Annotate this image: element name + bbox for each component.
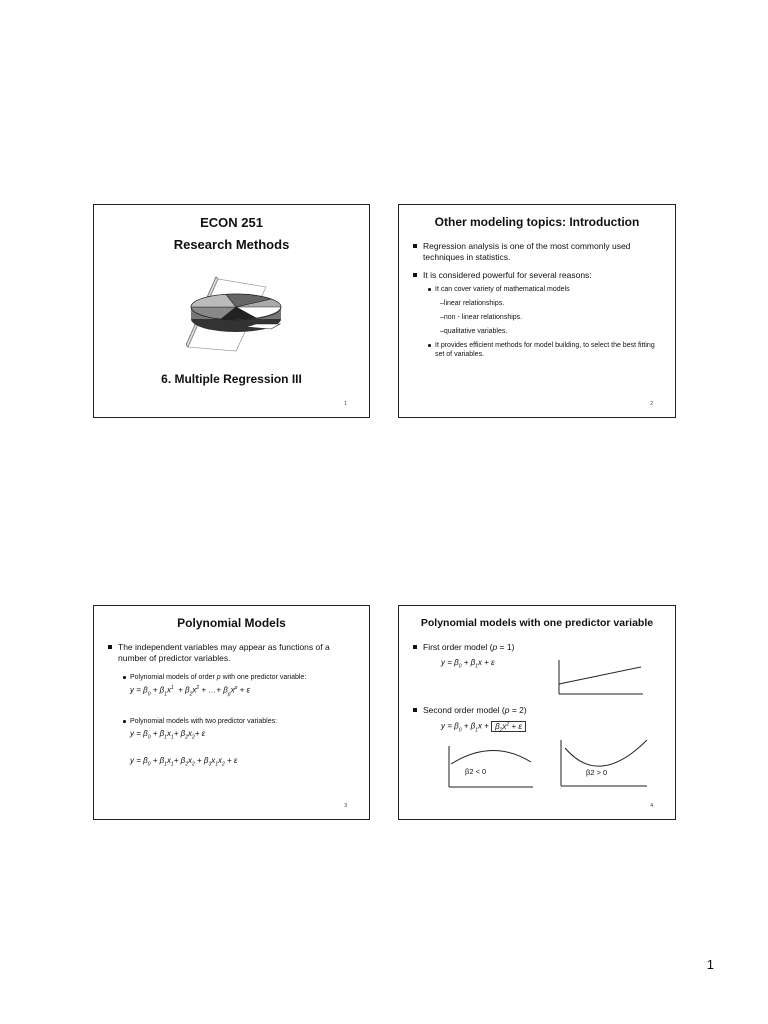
slide-4-title: Polynomial models with one predictor variable [420, 617, 654, 629]
slide-2-bullet-2: It is considered powerful for several reasons: [423, 270, 663, 281]
slide-2-number: 2 [650, 401, 653, 407]
slide-3-eq-1: $y = \beta_0 + \beta_1x^1 + \beta_2x^2$ + …+ $\beta_px^p + \varepsilon$ [130, 685, 250, 698]
slide-4-bullet-1-pre: First order model ( [423, 642, 493, 652]
slide-4-eq-2: $y = \beta_0 + \beta_1x + \beta_2x^2 + \varepsilon$ [441, 721, 526, 733]
slide-2-subbullet-1: It can cover variety of mathematical models [435, 285, 655, 294]
slide-4-eq-1: $y = \beta_0 + \beta_1x + \varepsilon$ [441, 658, 495, 670]
concave-model-graph [447, 744, 537, 792]
slide-3-bullet-1: The independent variables may appear as functions of a number of predictor variables. [118, 642, 358, 664]
quadratic-term-box: $\beta_2x^2 + \varepsilon$ [491, 721, 526, 732]
slide-1 [93, 204, 370, 418]
slide-1-subtitle: 6. Multiple Regression III [161, 372, 302, 386]
slide-4-bullet-2 [423, 705, 527, 716]
slide-3-subbullet-1-post: with one predictor variable: [220, 674, 307, 681]
slide-4-bullet-2-p: p [504, 705, 510, 715]
slide-3-number: 3 [344, 803, 347, 809]
slide-2-dash-3: –qualitative variables. [440, 328, 508, 335]
slide-2-dash-2: –non - linear relationships. [440, 314, 523, 321]
page-number: 1 [706, 957, 714, 972]
convex-model-graph [559, 738, 651, 790]
slide-4 [398, 605, 676, 820]
pie-chart-graphic [176, 267, 286, 352]
linear-model-graph [557, 658, 647, 698]
slide-3-subbullet-1-p: p [216, 674, 221, 681]
slide-4-bullet-2-post: = 2) [509, 705, 527, 715]
slide-3 [93, 605, 370, 820]
slide-4-pos-label: β2 > 0 [586, 768, 608, 777]
slide-4-number: 4 [650, 803, 653, 809]
slide-2-subbullet-2: It provides efficient methods for model building, to select the best fitting set of variables. [435, 341, 660, 359]
slide-4-neg-label: β2 < 0 [465, 767, 487, 776]
slide-3-eq-3: $y = \beta_0 + \beta_1x_1+ \beta_2x_2 + \beta_3x_1x_2 + \varepsilon$ [130, 756, 238, 768]
slide-2-dash-1: –linear relationships. [440, 300, 505, 307]
slide-1-number: 1 [344, 401, 347, 407]
slide-4-bullet-1 [423, 642, 514, 653]
slide-4-bullet-2-pre: Second order model ( [423, 705, 505, 715]
slide-1-title-line1: ECON 251 [200, 215, 263, 230]
slide-3-subbullet-2: Polynomial models with two predictor variables: [130, 717, 355, 726]
slide-1-title-line2: Research Methods [173, 237, 290, 252]
slide-2-title: Other modeling topics: Introduction [434, 215, 640, 229]
slide-4-bullet-1-post: = 1) [497, 642, 515, 652]
slide-3-subbullet-1 [130, 673, 355, 682]
slide-2 [398, 204, 676, 418]
slide-3-title: Polynomial Models [177, 616, 286, 630]
slide-3-eq-2: $y = \beta_0 + \beta_1x_1+ \beta_2x_2+ \varepsilon$ [130, 729, 206, 741]
slide-2-bullet-1: Regression analysis is one of the most commonly used techniques in statistics. [423, 241, 663, 263]
slide-3-subbullet-1-pre: Polynomial models of order [130, 674, 217, 681]
slide-4-bullet-1-p: p [492, 642, 498, 652]
